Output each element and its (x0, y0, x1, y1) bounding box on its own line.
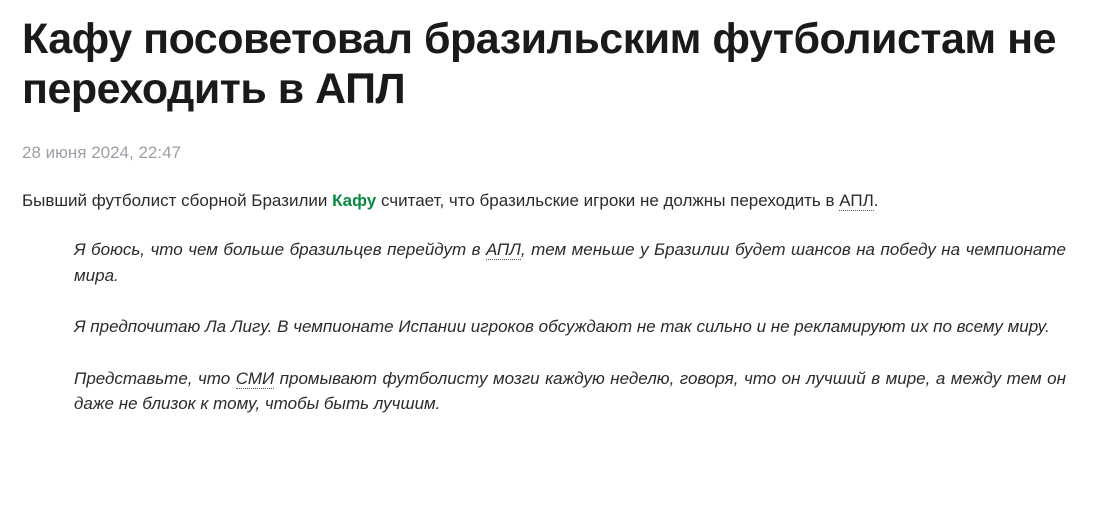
abbreviation-apl[interactable]: АПЛ (839, 190, 874, 210)
article-timestamp: 28 июня 2024, 22:47 (22, 142, 182, 162)
quote-paragraph (74, 237, 1066, 288)
page-title: Кафу посоветовал бразильским футболистам не переходить в АПЛ (22, 15, 1057, 114)
lead-text-after: считает, что бразильские игроки не должны переходить в (376, 190, 840, 210)
quote-text-after: промывают футболисту мозги каждую неделю, говоря, что он лучший в мире, а между тем он даже не близок к тому, чтобы быть лучшим. (74, 368, 1066, 414)
lead-text-before: Бывший футболист сборной Бразилии (22, 190, 333, 210)
abbreviation-smi[interactable]: СМИ (235, 368, 275, 388)
quote-text-before: Я боюсь, что чем больше бразильцев перейдут в (74, 240, 486, 260)
abbreviation-apl[interactable]: АПЛ (485, 240, 521, 260)
person-name-link[interactable]: Кафу (332, 190, 377, 210)
quote-block (22, 237, 1082, 417)
article-lead (22, 189, 1082, 214)
quote-text-before: Представьте, что (74, 368, 236, 388)
lead-text-end: . (873, 190, 879, 210)
quote-text-after: , тем меньше у Бразилии будет шансов на победу на чемпионате мира. (74, 240, 1066, 285)
quote-paragraph (74, 366, 1066, 417)
quote-text-before: Я предпочитаю Ла Лигу. В чемпионате Испании игроков обсуждают не так сильно и не рекламируют их по всему миру. (74, 317, 1050, 337)
quote-paragraph (74, 314, 1066, 340)
